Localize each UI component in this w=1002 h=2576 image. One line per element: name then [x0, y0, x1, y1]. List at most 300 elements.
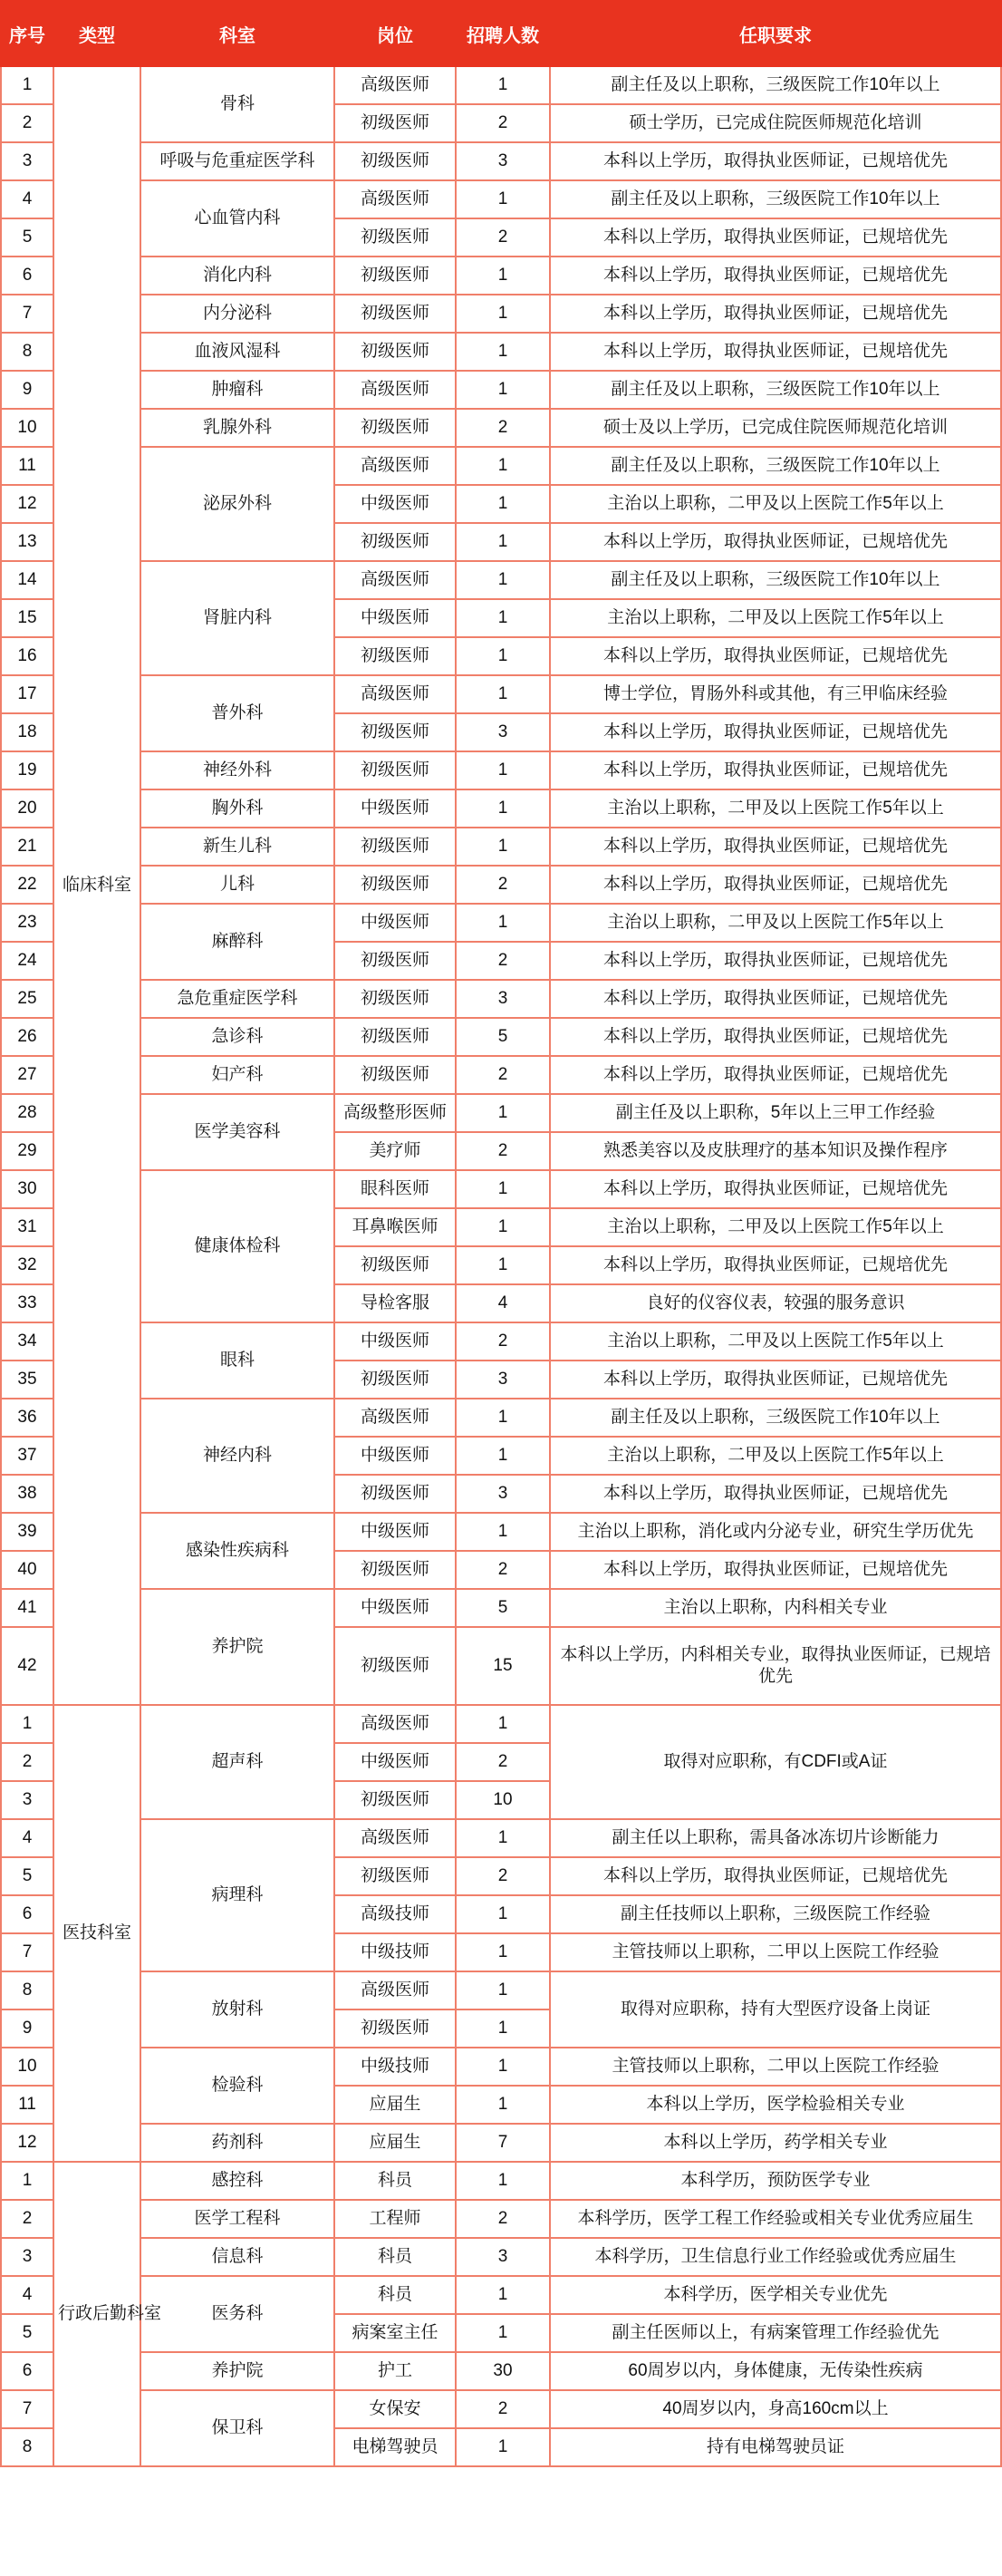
count-cell: 1	[456, 2162, 550, 2200]
table-body	[1, 66, 1001, 2466]
requirement-cell: 本科以上学历，取得执业医师证，已规培优先	[550, 1361, 1001, 1399]
requirement-cell: 本科以上学历，取得执业医师证，已规培优先	[550, 333, 1001, 371]
position-cell: 女保安	[334, 2390, 456, 2428]
requirement-cell: 本科以上学历，取得执业医师证，已规培优先	[550, 523, 1001, 561]
table-row	[1, 828, 1001, 866]
position-cell: 中级医师	[334, 904, 456, 942]
requirement-cell: 本科以上学历，取得执业医师证，已规培优先	[550, 257, 1001, 295]
row-number: 8	[1, 1971, 53, 2009]
department-cell: 养护院	[140, 1589, 334, 1705]
count-cell: 1	[456, 257, 550, 295]
requirement-cell: 本科以上学历，取得执业医师证，已规培优先	[550, 218, 1001, 257]
table-row	[1, 1971, 1001, 2009]
table-row	[1, 1705, 1001, 1743]
requirement-cell: 主治以上职称，二甲及以上医院工作5年以上	[550, 1322, 1001, 1361]
table-row	[1, 409, 1001, 447]
count-cell: 2	[456, 942, 550, 980]
department-cell: 心血管内科	[140, 180, 334, 257]
count-cell: 1	[456, 751, 550, 789]
department-cell: 医学工程科	[140, 2200, 334, 2238]
position-cell: 高级医师	[334, 180, 456, 218]
requirement-cell: 本科以上学历，取得执业医师证，已规培优先	[550, 1246, 1001, 1284]
position-cell: 电梯驾驶员	[334, 2428, 456, 2466]
count-cell: 2	[456, 1132, 550, 1170]
count-cell: 1	[456, 2086, 550, 2124]
requirement-cell: 60周岁以内，身体健康，无传染性疾病	[550, 2352, 1001, 2390]
count-cell: 2	[456, 1551, 550, 1589]
count-cell: 1	[456, 1208, 550, 1246]
position-cell: 导检客服	[334, 1284, 456, 1322]
requirement-cell: 本科学历，预防医学专业	[550, 2162, 1001, 2200]
row-number: 33	[1, 1284, 53, 1322]
requirement-cell: 主治以上职称，二甲及以上医院工作5年以上	[550, 1208, 1001, 1246]
count-cell: 15	[456, 1627, 550, 1705]
position-cell: 高级医师	[334, 371, 456, 409]
position-cell: 中级医师	[334, 789, 456, 828]
position-cell: 初级医师	[334, 1018, 456, 1056]
count-cell: 1	[456, 1246, 550, 1284]
table-row	[1, 257, 1001, 295]
requirement-cell: 熟悉美容以及皮肤理疗的基本知识及操作程序	[550, 1132, 1001, 1170]
position-cell: 初级医师	[334, 751, 456, 789]
row-number: 19	[1, 751, 53, 789]
count-cell: 1	[456, 371, 550, 409]
count-cell: 1	[456, 2048, 550, 2086]
requirement-cell: 主治以上职称，二甲及以上医院工作5年以上	[550, 1437, 1001, 1475]
count-cell: 1	[456, 1933, 550, 1971]
position-cell: 初级医师	[334, 1361, 456, 1399]
row-number: 3	[1, 142, 53, 180]
position-cell: 初级医师	[334, 104, 456, 142]
requirement-cell: 副主任技师以上职称，三级医院工作经验	[550, 1895, 1001, 1933]
department-cell: 消化内科	[140, 257, 334, 295]
requirement-cell: 本科学历，医学相关专业优先	[550, 2276, 1001, 2314]
position-cell: 中级医师	[334, 1589, 456, 1627]
position-cell: 初级医师	[334, 333, 456, 371]
table-row	[1, 333, 1001, 371]
position-cell: 初级医师	[334, 1551, 456, 1589]
count-cell: 1	[456, 523, 550, 561]
count-cell: 1	[456, 485, 550, 523]
count-cell: 2	[456, 1056, 550, 1094]
requirement-cell: 本科以上学历，医学检验相关专业	[550, 2086, 1001, 2124]
table-row	[1, 142, 1001, 180]
table-row	[1, 1094, 1001, 1132]
department-cell: 感染性疾病科	[140, 1513, 334, 1589]
row-number: 9	[1, 371, 53, 409]
count-cell: 1	[456, 2314, 550, 2352]
requirement-cell: 本科以上学历，取得执业医师证，已规培优先	[550, 828, 1001, 866]
department-cell: 药剂科	[140, 2124, 334, 2162]
table-row	[1, 866, 1001, 904]
position-cell: 高级医师	[334, 561, 456, 599]
count-cell: 2	[456, 2200, 550, 2238]
requirement-cell: 本科以上学历，取得执业医师证，已规培优先	[550, 1170, 1001, 1208]
position-cell: 初级医师	[334, 828, 456, 866]
table-row	[1, 675, 1001, 713]
row-number: 23	[1, 904, 53, 942]
position-cell: 高级医师	[334, 447, 456, 485]
department-cell: 感控科	[140, 2162, 334, 2200]
requirement-cell: 主治以上职称，二甲及以上医院工作5年以上	[550, 485, 1001, 523]
count-cell: 3	[456, 2238, 550, 2276]
row-number: 42	[1, 1627, 53, 1705]
count-cell: 1	[456, 2276, 550, 2314]
row-number: 12	[1, 2124, 53, 2162]
table-row	[1, 1399, 1001, 1437]
header-requirement: 任职要求	[550, 1, 1001, 66]
row-number: 2	[1, 2200, 53, 2238]
department-cell: 新生儿科	[140, 828, 334, 866]
count-cell: 4	[456, 1284, 550, 1322]
count-cell: 1	[456, 675, 550, 713]
position-cell: 初级医师	[334, 1781, 456, 1819]
table-row	[1, 2124, 1001, 2162]
department-cell: 普外科	[140, 675, 334, 751]
row-number: 40	[1, 1551, 53, 1589]
requirement-cell: 本科以上学历，取得执业医师证，已规培优先	[550, 142, 1001, 180]
position-cell: 高级医师	[334, 1819, 456, 1857]
row-number: 31	[1, 1208, 53, 1246]
position-cell: 应届生	[334, 2124, 456, 2162]
department-cell: 保卫科	[140, 2390, 334, 2466]
count-cell: 1	[456, 1399, 550, 1437]
requirement-cell: 主管技师以上职称，二甲以上医院工作经验	[550, 2048, 1001, 2086]
position-cell: 初级医师	[334, 866, 456, 904]
position-cell: 应届生	[334, 2086, 456, 2124]
row-number: 6	[1, 257, 53, 295]
row-number: 39	[1, 1513, 53, 1551]
row-number: 9	[1, 2009, 53, 2048]
requirement-cell: 主治以上职称，消化或内分泌专业，研究生学历优先	[550, 1513, 1001, 1551]
row-number: 10	[1, 2048, 53, 2086]
position-cell: 初级医师	[334, 523, 456, 561]
position-cell: 初级医师	[334, 142, 456, 180]
position-cell: 中级医师	[334, 1513, 456, 1551]
position-cell: 耳鼻喉医师	[334, 1208, 456, 1246]
department-cell: 肾脏内科	[140, 561, 334, 675]
position-cell: 初级医师	[334, 295, 456, 333]
department-cell: 超声科	[140, 1705, 334, 1819]
requirement-cell: 取得对应职称，持有大型医疗设备上岗证	[550, 1971, 1001, 2048]
row-number: 24	[1, 942, 53, 980]
table-row	[1, 1170, 1001, 1208]
row-number: 32	[1, 1246, 53, 1284]
table-row	[1, 1589, 1001, 1627]
department-cell: 医务科	[140, 2276, 334, 2352]
requirement-cell: 本科以上学历，取得执业医师证，已规培优先	[550, 1857, 1001, 1895]
position-cell: 初级医师	[334, 980, 456, 1018]
row-number: 11	[1, 447, 53, 485]
count-cell: 1	[456, 1437, 550, 1475]
table-row	[1, 1819, 1001, 1857]
position-cell: 初级医师	[334, 218, 456, 257]
requirement-cell: 持有电梯驾驶员证	[550, 2428, 1001, 2466]
table-header-row	[1, 1, 1001, 66]
department-cell: 骨科	[140, 66, 334, 142]
count-cell: 1	[456, 1170, 550, 1208]
position-cell: 初级医师	[334, 1475, 456, 1513]
count-cell: 1	[456, 2009, 550, 2048]
table-row	[1, 66, 1001, 104]
requirement-cell: 副主任及以上职称，5年以上三甲工作经验	[550, 1094, 1001, 1132]
count-cell: 1	[456, 637, 550, 675]
table-row	[1, 904, 1001, 942]
count-cell: 10	[456, 1781, 550, 1819]
requirement-cell: 良好的仪容仪表，较强的服务意识	[550, 1284, 1001, 1322]
requirement-cell: 主治以上职称，二甲及以上医院工作5年以上	[550, 904, 1001, 942]
header-position: 岗位	[334, 1, 456, 66]
requirement-cell: 副主任及以上职称，三级医院工作10年以上	[550, 447, 1001, 485]
requirement-cell: 本科以上学历，取得执业医师证，已规培优先	[550, 1056, 1001, 1094]
requirement-cell: 主治以上职称，内科相关专业	[550, 1589, 1001, 1627]
requirement-cell: 博士学位，胃肠外科或其他，有三甲临床经验	[550, 675, 1001, 713]
position-cell: 高级医师	[334, 66, 456, 104]
row-number: 4	[1, 180, 53, 218]
position-cell: 工程师	[334, 2200, 456, 2238]
position-cell: 中级技师	[334, 1933, 456, 1971]
position-cell: 初级医师	[334, 942, 456, 980]
position-cell: 中级医师	[334, 599, 456, 637]
row-number: 27	[1, 1056, 53, 1094]
count-cell: 1	[456, 1971, 550, 2009]
table-row	[1, 751, 1001, 789]
position-cell: 科员	[334, 2276, 456, 2314]
row-number: 1	[1, 66, 53, 104]
row-number: 38	[1, 1475, 53, 1513]
row-number: 8	[1, 333, 53, 371]
department-cell: 乳腺外科	[140, 409, 334, 447]
row-number: 21	[1, 828, 53, 866]
count-cell: 1	[456, 295, 550, 333]
row-number: 3	[1, 2238, 53, 2276]
count-cell: 3	[456, 1361, 550, 1399]
department-cell: 健康体检科	[140, 1170, 334, 1322]
table-row	[1, 789, 1001, 828]
table-row	[1, 295, 1001, 333]
table-row	[1, 1322, 1001, 1361]
table-row	[1, 561, 1001, 599]
row-number: 22	[1, 866, 53, 904]
department-cell: 胸外科	[140, 789, 334, 828]
table-row	[1, 1513, 1001, 1551]
requirement-cell: 主治以上职称，二甲及以上医院工作5年以上	[550, 599, 1001, 637]
requirement-cell: 本科学历，卫生信息行业工作经验或优秀应届生	[550, 2238, 1001, 2276]
row-number: 20	[1, 789, 53, 828]
row-number: 6	[1, 1895, 53, 1933]
department-cell: 血液风湿科	[140, 333, 334, 371]
row-number: 2	[1, 1743, 53, 1781]
header-dept: 科室	[140, 1, 334, 66]
position-cell: 初级医师	[334, 409, 456, 447]
requirement-cell: 本科以上学历，取得执业医师证，已规培优先	[550, 295, 1001, 333]
position-cell: 初级医师	[334, 713, 456, 751]
requirement-cell: 副主任以上职称，需具备冰冻切片诊断能力	[550, 1819, 1001, 1857]
position-cell: 科员	[334, 2162, 456, 2200]
count-cell: 5	[456, 1589, 550, 1627]
table-row	[1, 2200, 1001, 2238]
position-cell: 中级医师	[334, 1437, 456, 1475]
position-cell: 高级整形医师	[334, 1094, 456, 1132]
count-cell: 3	[456, 980, 550, 1018]
department-cell: 麻醉科	[140, 904, 334, 980]
table-row	[1, 2238, 1001, 2276]
category-cell: 临床科室	[53, 66, 140, 1705]
row-number: 3	[1, 1781, 53, 1819]
row-number: 41	[1, 1589, 53, 1627]
position-cell: 初级医师	[334, 257, 456, 295]
requirement-cell: 副主任及以上职称，三级医院工作10年以上	[550, 66, 1001, 104]
row-number: 26	[1, 1018, 53, 1056]
position-cell: 中级医师	[334, 485, 456, 523]
requirement-cell: 本科以上学历，内科相关专业，取得执业医师证，已规培优先	[550, 1627, 1001, 1705]
count-cell: 2	[456, 218, 550, 257]
requirement-cell: 本科学历，医学工程工作经验或相关专业优秀应届生	[550, 2200, 1001, 2238]
row-number: 7	[1, 295, 53, 333]
row-number: 25	[1, 980, 53, 1018]
count-cell: 1	[456, 828, 550, 866]
table-row	[1, 1056, 1001, 1094]
row-number: 16	[1, 637, 53, 675]
row-number: 11	[1, 2086, 53, 2124]
requirement-cell: 本科以上学历，取得执业医师证，已规培优先	[550, 1551, 1001, 1589]
position-cell: 病案室主任	[334, 2314, 456, 2352]
count-cell: 2	[456, 866, 550, 904]
row-number: 18	[1, 713, 53, 751]
department-cell: 儿科	[140, 866, 334, 904]
row-number: 6	[1, 2352, 53, 2390]
department-cell: 检验科	[140, 2048, 334, 2124]
header-count: 招聘人数	[456, 1, 550, 66]
table-row	[1, 2162, 1001, 2200]
table-row	[1, 2048, 1001, 2086]
row-number: 8	[1, 2428, 53, 2466]
department-cell: 病理科	[140, 1819, 334, 1971]
position-cell: 高级医师	[334, 1705, 456, 1743]
count-cell: 1	[456, 599, 550, 637]
count-cell: 2	[456, 2390, 550, 2428]
count-cell: 1	[456, 2428, 550, 2466]
row-number: 29	[1, 1132, 53, 1170]
count-cell: 1	[456, 333, 550, 371]
table-row	[1, 2390, 1001, 2428]
department-cell: 急危重症医学科	[140, 980, 334, 1018]
position-cell: 高级医师	[334, 1399, 456, 1437]
requirement-cell: 副主任及以上职称，三级医院工作10年以上	[550, 561, 1001, 599]
category-cell: 行政后勤科室	[53, 2162, 140, 2466]
count-cell: 1	[456, 561, 550, 599]
requirement-cell: 本科以上学历，取得执业医师证，已规培优先	[550, 713, 1001, 751]
count-cell: 1	[456, 1819, 550, 1857]
count-cell: 2	[456, 104, 550, 142]
count-cell: 2	[456, 409, 550, 447]
row-number: 34	[1, 1322, 53, 1361]
requirement-cell: 主治以上职称，二甲及以上医院工作5年以上	[550, 789, 1001, 828]
department-cell: 妇产科	[140, 1056, 334, 1094]
count-cell: 2	[456, 1743, 550, 1781]
requirement-cell: 副主任医师以上，有病案管理工作经验优先	[550, 2314, 1001, 2352]
count-cell: 1	[456, 1094, 550, 1132]
count-cell: 3	[456, 142, 550, 180]
requirement-cell: 本科以上学历，取得执业医师证，已规培优先	[550, 1475, 1001, 1513]
department-cell: 泌尿外科	[140, 447, 334, 561]
requirement-cell: 本科以上学历，取得执业医师证，已规培优先	[550, 1018, 1001, 1056]
requirement-cell: 本科以上学历，取得执业医师证，已规培优先	[550, 751, 1001, 789]
position-cell: 中级医师	[334, 1743, 456, 1781]
department-cell: 放射科	[140, 1971, 334, 2048]
requirement-cell: 硕士及以上学历，已完成住院医师规范化培训	[550, 409, 1001, 447]
count-cell: 2	[456, 1322, 550, 1361]
header-no: 序号	[1, 1, 53, 66]
count-cell: 1	[456, 1895, 550, 1933]
row-number: 5	[1, 218, 53, 257]
count-cell: 5	[456, 1018, 550, 1056]
count-cell: 1	[456, 447, 550, 485]
row-number: 36	[1, 1399, 53, 1437]
row-number: 1	[1, 2162, 53, 2200]
department-cell: 内分泌科	[140, 295, 334, 333]
position-cell: 高级技师	[334, 1895, 456, 1933]
table-row	[1, 2352, 1001, 2390]
row-number: 17	[1, 675, 53, 713]
row-number: 10	[1, 409, 53, 447]
position-cell: 护工	[334, 2352, 456, 2390]
position-cell: 眼科医师	[334, 1170, 456, 1208]
row-number: 13	[1, 523, 53, 561]
position-cell: 科员	[334, 2238, 456, 2276]
count-cell: 30	[456, 2352, 550, 2390]
requirement-cell: 副主任及以上职称，三级医院工作10年以上	[550, 180, 1001, 218]
row-number: 14	[1, 561, 53, 599]
count-cell: 3	[456, 713, 550, 751]
row-number: 30	[1, 1170, 53, 1208]
count-cell: 2	[456, 1857, 550, 1895]
requirement-cell: 本科以上学历，取得执业医师证，已规培优先	[550, 866, 1001, 904]
row-number: 15	[1, 599, 53, 637]
position-cell: 高级医师	[334, 1971, 456, 2009]
row-number: 2	[1, 104, 53, 142]
count-cell: 1	[456, 66, 550, 104]
row-number: 4	[1, 1819, 53, 1857]
count-cell: 1	[456, 1513, 550, 1551]
department-cell: 养护院	[140, 2352, 334, 2390]
table-row	[1, 447, 1001, 485]
position-cell: 中级医师	[334, 1322, 456, 1361]
requirement-cell: 主管技师以上职称，二甲以上医院工作经验	[550, 1933, 1001, 1971]
requirement-cell: 40周岁以内，身高160cm以上	[550, 2390, 1001, 2428]
row-number: 1	[1, 1705, 53, 1743]
count-cell: 1	[456, 904, 550, 942]
position-cell: 高级医师	[334, 675, 456, 713]
row-number: 35	[1, 1361, 53, 1399]
requirement-cell: 副主任及以上职称，三级医院工作10年以上	[550, 371, 1001, 409]
position-cell: 初级医师	[334, 1857, 456, 1895]
count-cell: 7	[456, 2124, 550, 2162]
count-cell: 1	[456, 789, 550, 828]
department-cell: 呼吸与危重症医学科	[140, 142, 334, 180]
row-number: 5	[1, 2314, 53, 2352]
position-cell: 初级医师	[334, 2009, 456, 2048]
position-cell: 中级技师	[334, 2048, 456, 2086]
requirement-cell: 副主任及以上职称，三级医院工作10年以上	[550, 1399, 1001, 1437]
row-number: 4	[1, 2276, 53, 2314]
table-row	[1, 371, 1001, 409]
department-cell: 眼科	[140, 1322, 334, 1399]
row-number: 5	[1, 1857, 53, 1895]
requirement-cell: 本科以上学历，取得执业医师证，已规培优先	[550, 942, 1001, 980]
count-cell: 3	[456, 1475, 550, 1513]
position-cell: 初级医师	[334, 1056, 456, 1094]
